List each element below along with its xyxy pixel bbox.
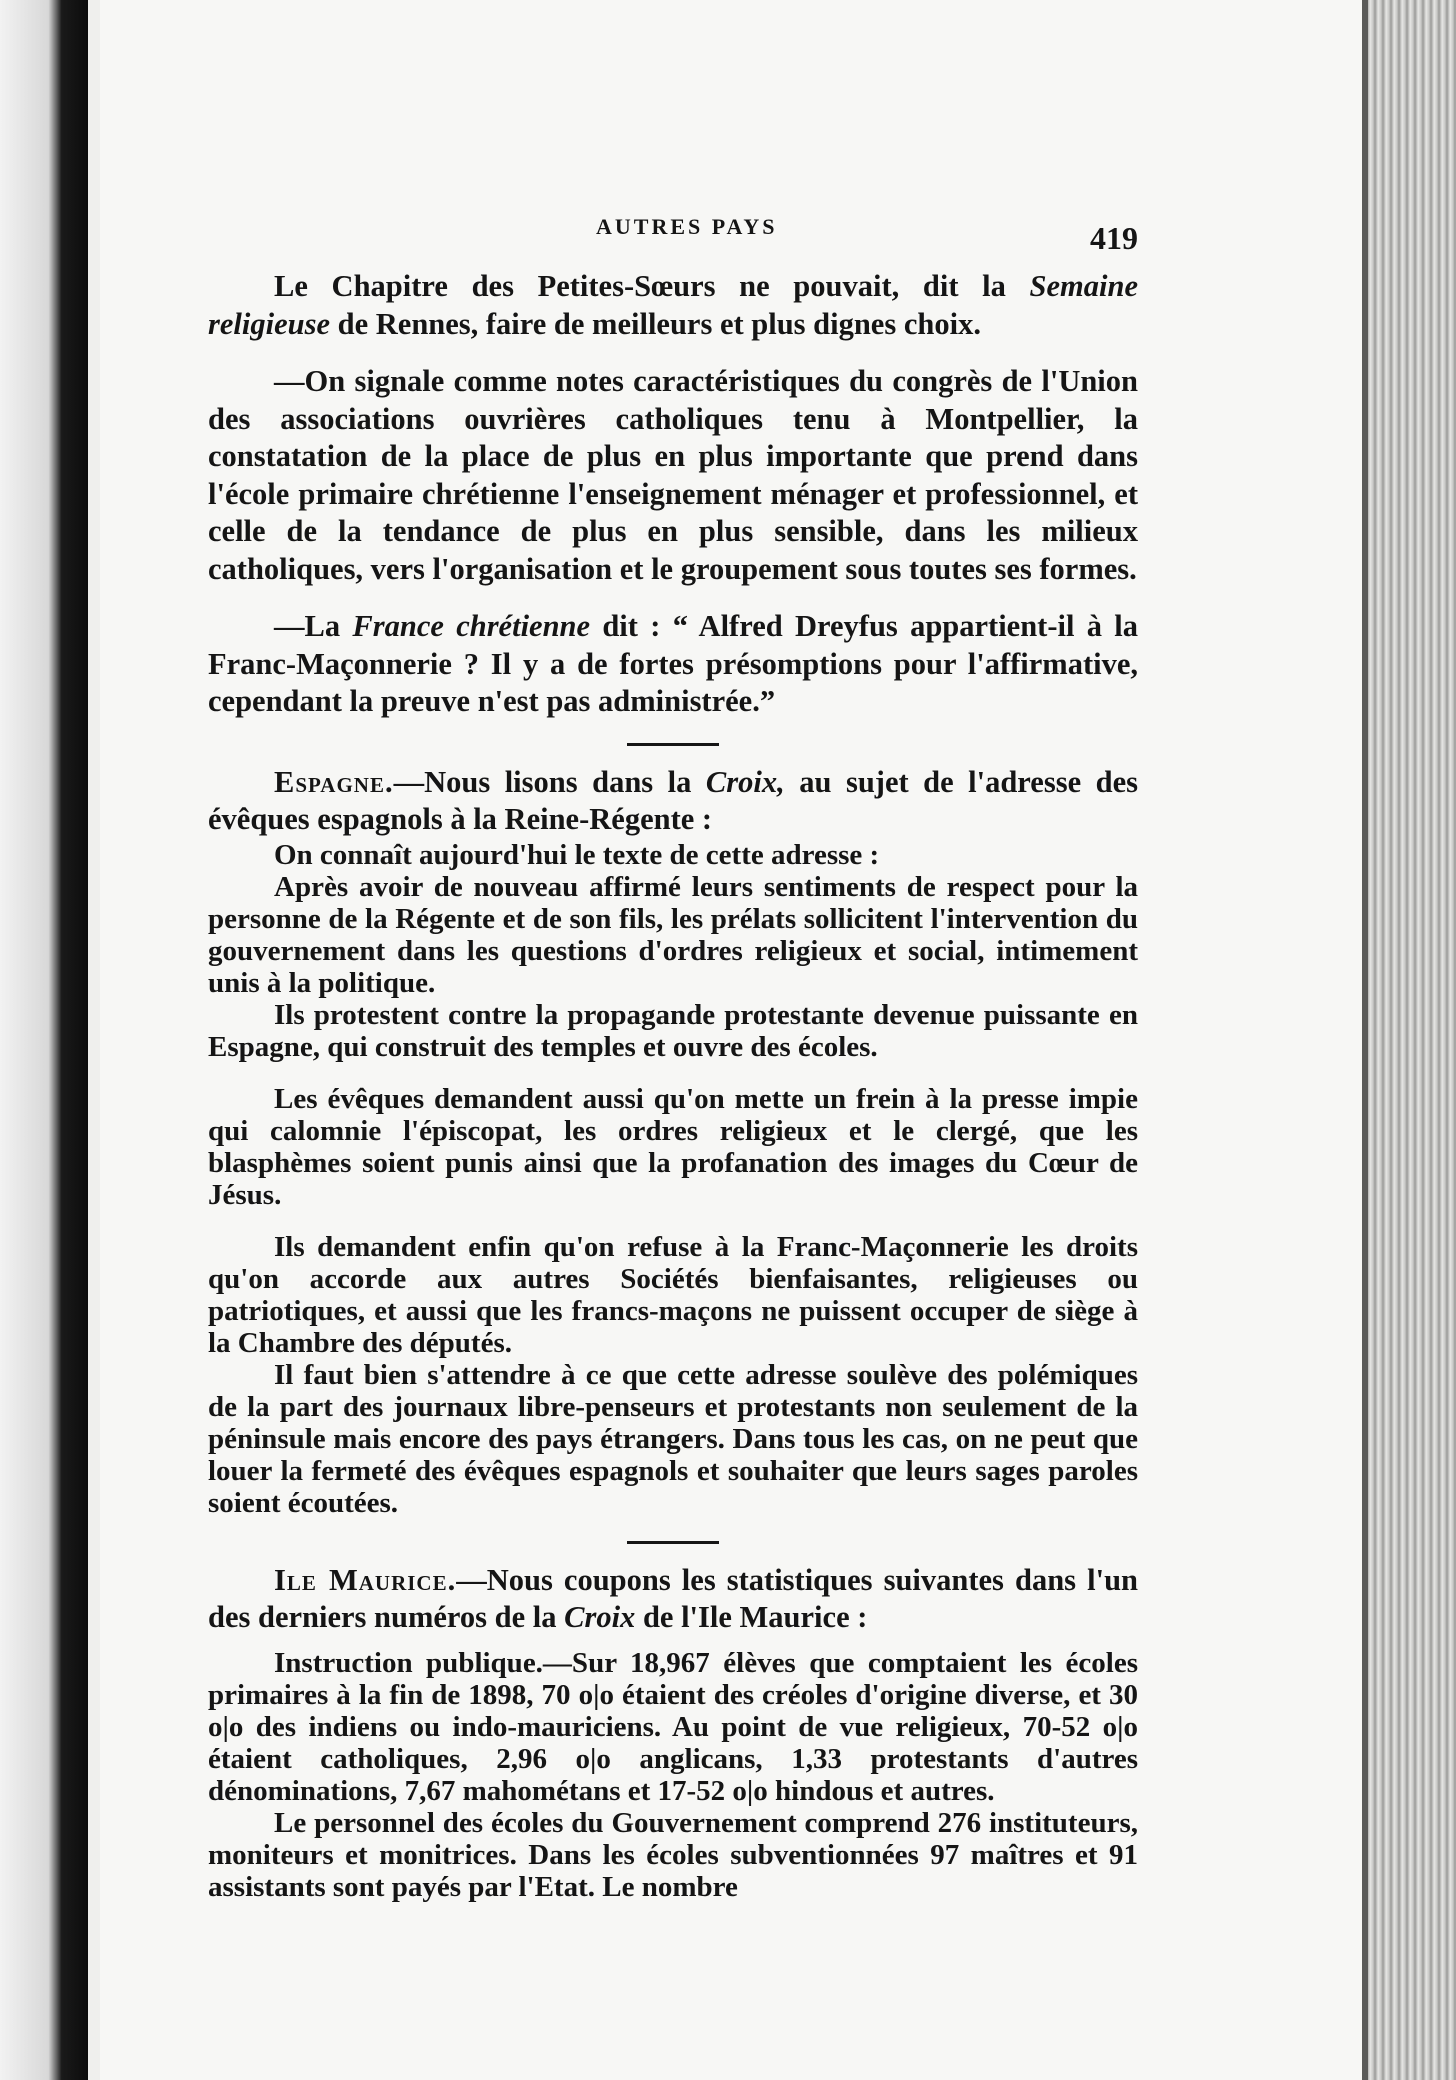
running-head [208,196,1138,256]
page-number: 419 [1090,220,1138,256]
printed-page [208,196,1138,1903]
quoted-address [208,839,1138,1519]
italic-title: Semaine religieuse [208,269,1138,341]
section-divider [627,1541,719,1544]
paragraph-presse-impie: Les évêques demandent aussi qu'on mette un frein à la presse impie qui calomnie l'épiscopat, les ordres religieux et le clergé, que les blasphèmes soient punis ainsi que la profanation des images du Cœur de Jésus. [208,1082,1138,1211]
paragraph-propagande: Ils protestent contre la propagande protestante devenue puissante en Espagne, qui construit des temples et ouvre des écoles. [208,998,1138,1063]
section-heading-espagne: Espagne. [274,764,394,799]
italic-title: France chrétienne [352,609,591,643]
paragraph-instruction-publique: Instruction publique.—Sur 18,967 élèves que comptaient les écoles primaires à la fin de 1898, 70 o|o étaient des créoles d'origine diverse, et 30 o|o des indiens ou indo-mauriciens. Au point de vue religieux, 70-52 o|o étaient catholiques, 2,96 o|o anglicans, 1,33 protestants d'autres dénominations, 7,67 mahométans et 17-52 o|o hindous et autres. [208,1646,1138,1807]
paragraph-maurice-intro: Ile Maurice.—Nous coupons les statistiques suivantes dans l'un des derniers numéros de la Croix de l'Ile Maurice : [208,1562,1139,1634]
body-text-maurice [208,1562,1138,1637]
statistics-block [208,1647,1138,1903]
body-text-top [208,268,1138,721]
paragraph-franc-maconnerie: Ils demandent enfin qu'on refuse à la Franc-Maçonnerie les droits qu'on accorde aux autres Sociétés bienfaisantes, religieuses ou patriotiques, et aussi que les francs-maçons ne puissent occuper de siège à la Chambre des députés. [208,1230,1138,1359]
italic-title: Croix, [705,764,785,799]
running-title: AUTRES PAYS [596,214,778,239]
paragraph-petites-soeurs: Le Chapitre des Petites-Sœurs ne pouvait, dit la Semaine religieuse de Rennes, faire de meilleurs et plus dignes choix. [208,269,1138,341]
paragraph-polemiques: Il faut bien s'attendre à ce que cette adresse soulève des polémiques de la part des journaux libre-penseurs et protestants non seulement de la péninsule mais encore des pays étrangers. Dans tous les cas, on ne peut que louer la fermeté des évêques espagnols et souhaiter que leurs sages paroles soient écoutées. [208,1358,1138,1519]
paragraph-adresse: On connaît aujourd'hui le texte de cette adresse : [274,838,880,871]
italic-title: Croix [564,1600,636,1634]
body-text-espagne [208,764,1138,839]
paragraph-dreyfus: —La France chrétienne dit : “ Alfred Dreyfus appartient-il à la Franc-Maçonnerie ? Il y a de fortes présomptions pour l'affirmative, cependant la preuve n'est pas administrée.” [208,609,1138,718]
paragraph-personnel-ecoles: Le personnel des écoles du Gouvernement comprend 276 instituteurs, moniteurs et monitrices. Dans les écoles subventionnées 97 maîtres et 91 assistants sont payés par l'Etat. Le nombre [208,1806,1138,1903]
book-fore-edge [1362,0,1456,2080]
paragraph-espagne-intro: Espagne.—Nous lisons dans la Croix, au sujet de l'adresse des évêques espagnols à la Reine-Régente : [208,764,1138,836]
section-heading-ile-maurice: Ile Maurice. [274,1562,457,1597]
section-divider [627,743,719,746]
book-gutter-shadow [0,0,88,2080]
paragraph-sentiments: Après avoir de nouveau affirmé leurs sentiments de respect pour la personne de la Régente et de son fils, les prélats sollicitent l'intervention du gouvernement dans les questions d'ordres religieux et social, intimement unis à la politique. [208,870,1138,999]
paragraph-congres-montpellier: —On signale comme notes caractéristiques du congrès de l'Union des associations ouvrières catholiques tenu à Montpellier, la constatation de la place de plus en plus importante que prend dans l'école primaire chrétienne l'enseignement ménager et professionnel, et celle de la tendance de plus en plus sensible, dans les milieux catholiques, vers l'organisation et le groupement sous toutes ses formes. [208,364,1138,586]
